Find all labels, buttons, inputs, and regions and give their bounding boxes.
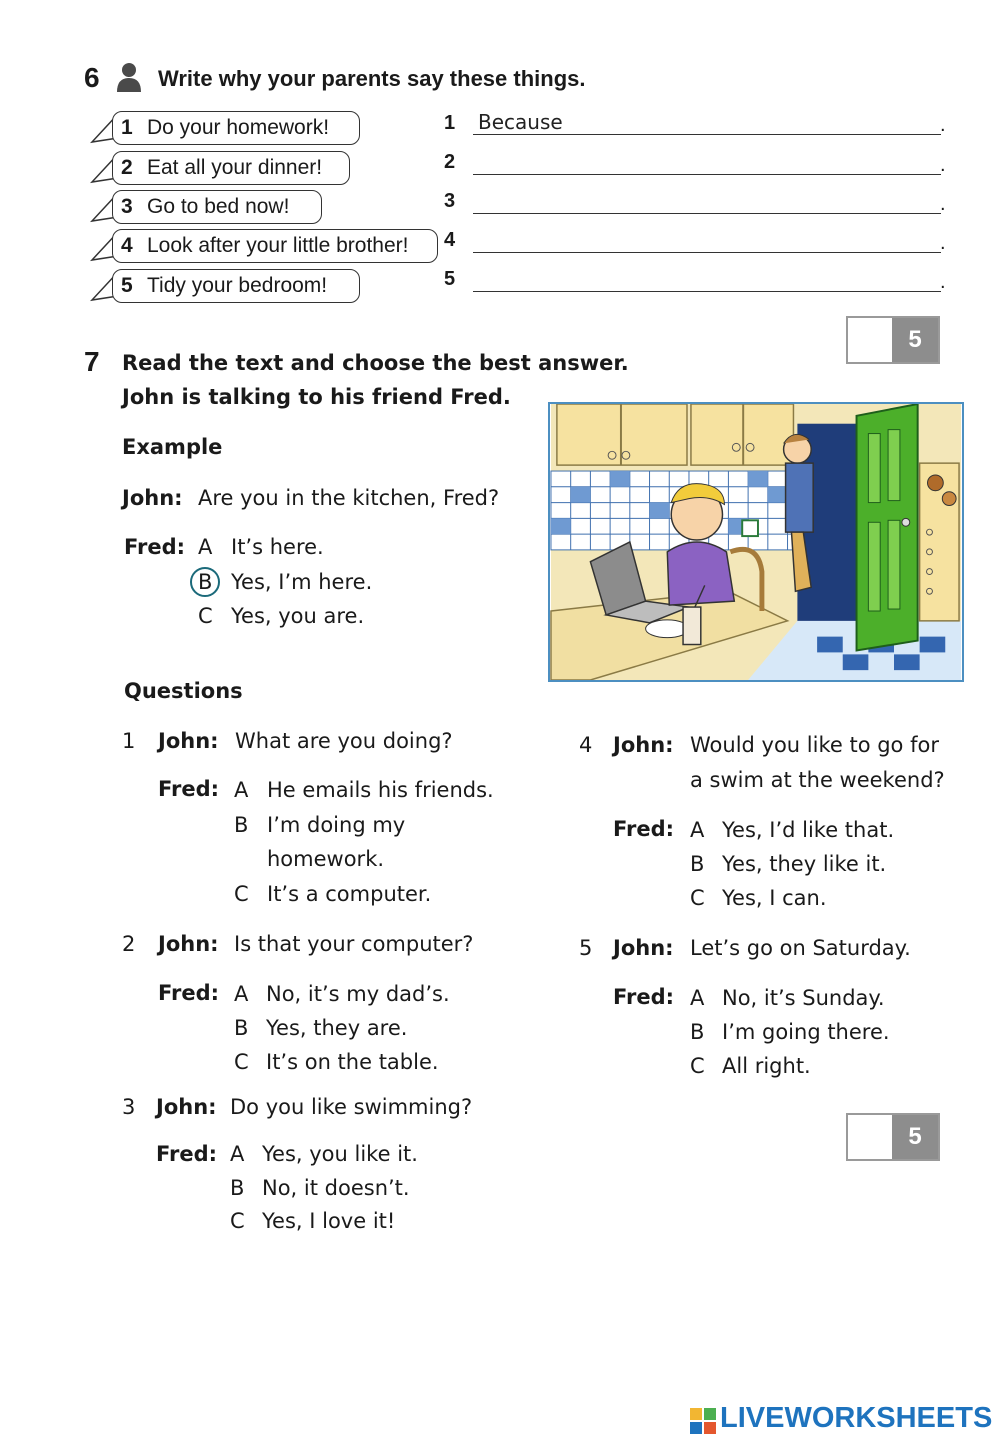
answer-period: . <box>940 193 946 215</box>
bubble-2: 2 Eat all your dinner! <box>112 151 350 185</box>
q1-option-c-letter[interactable]: C <box>234 882 249 906</box>
example-option-a: It’s here. <box>231 535 324 559</box>
bubble-4: 4 Look after your little brother! <box>112 229 438 263</box>
example-option-c: Yes, you are. <box>231 604 365 628</box>
answer-period: . <box>940 232 946 254</box>
score-total: 5 <box>892 1115 938 1159</box>
kitchen-illustration <box>548 402 964 682</box>
answer-number-3: 3 <box>444 190 456 212</box>
answer-line-5[interactable] <box>473 291 941 292</box>
exercise-6-title: Write why your parents say these things. <box>158 66 586 91</box>
q1-option-a-letter[interactable]: A <box>234 778 249 802</box>
q1-option-b[interactable]: I’m doing my <box>267 813 406 837</box>
example-option-letter: C <box>198 604 213 628</box>
q4-option-b[interactable]: Yes, they like it. <box>722 852 887 876</box>
q2-option-b[interactable]: Yes, they are. <box>266 1016 408 1040</box>
q3-option-a-letter[interactable]: A <box>230 1142 245 1166</box>
q3-option-c[interactable]: Yes, I love it! <box>262 1209 396 1233</box>
example-fred-label: Fred: <box>124 535 186 559</box>
bubble-1: 1 Do your homework! <box>112 111 360 145</box>
question-3-john-label: John: <box>156 1095 217 1119</box>
question-2-john-label: John: <box>158 932 219 956</box>
question-1-john-label: John: <box>158 729 219 753</box>
q5-option-a[interactable]: No, it’s Sunday. <box>722 986 885 1010</box>
question-3-fred-label: Fred: <box>156 1142 218 1166</box>
q4-option-c[interactable]: Yes, I can. <box>722 886 827 910</box>
q5-option-b[interactable]: I’m going there. <box>722 1020 890 1044</box>
person-icon <box>116 62 142 92</box>
answer-input-1[interactable]: Because <box>478 110 563 134</box>
example-heading: Example <box>122 435 223 459</box>
question-4-fred-label: Fred: <box>613 817 675 841</box>
answer-line-1[interactable] <box>473 134 941 135</box>
question-2-fred-label: Fred: <box>158 981 220 1005</box>
q1-option-b-letter[interactable]: B <box>234 813 249 837</box>
liveworksheets-icon <box>690 1408 716 1434</box>
question-number-5: 5 <box>579 936 593 960</box>
q3-option-c-letter[interactable]: C <box>230 1209 245 1233</box>
bubble-3: 3 Go to bed now! <box>112 190 322 224</box>
q2-option-a[interactable]: No, it’s my dad’s. <box>266 982 450 1006</box>
question-5-text: Let’s go on Saturday. <box>690 936 911 960</box>
score-box-ex7 <box>846 1113 940 1161</box>
question-4-text-line2: a swim at the weekend? <box>690 768 945 792</box>
question-4-john-label: John: <box>613 733 674 757</box>
q5-option-c-letter[interactable]: C <box>690 1054 705 1078</box>
example-question: Are you in the kitchen, Fred? <box>198 486 500 510</box>
q5-option-c[interactable]: All right. <box>722 1054 811 1078</box>
q3-option-b[interactable]: No, it doesn’t. <box>262 1176 410 1200</box>
q2-option-b-letter[interactable]: B <box>234 1016 249 1040</box>
question-5-john-label: John: <box>613 936 674 960</box>
question-number-4: 4 <box>579 733 593 757</box>
liveworksheets-brand: LIVEWORKSHEETS <box>720 1402 993 1434</box>
q4-option-a[interactable]: Yes, I’d like that. <box>722 818 895 842</box>
exercise-7-title: Read the text and choose the best answer. <box>122 351 629 375</box>
answer-period: . <box>940 154 946 176</box>
questions-heading: Questions <box>124 679 243 703</box>
question-3-text: Do you like swimming? <box>230 1095 473 1119</box>
question-number-2: 2 <box>122 932 136 956</box>
q1-option-b-line2[interactable]: homework. <box>267 847 385 871</box>
question-4-text: Would you like to go for <box>690 733 939 757</box>
q1-option-c[interactable]: It’s a computer. <box>267 882 432 906</box>
exercise-7-subtitle: John is talking to his friend Fred. <box>122 385 511 409</box>
answer-number-5: 5 <box>444 268 456 290</box>
question-number-1: 1 <box>122 729 136 753</box>
q1-option-a[interactable]: He emails his friends. <box>267 778 494 802</box>
answer-line-4[interactable] <box>473 252 941 253</box>
question-number-3: 3 <box>122 1095 136 1119</box>
answer-line-3[interactable] <box>473 213 941 214</box>
question-1-fred-label: Fred: <box>158 777 220 801</box>
question-1-text: What are you doing? <box>235 729 453 753</box>
q2-option-c[interactable]: It’s on the table. <box>266 1050 439 1074</box>
example-john-label: John: <box>122 486 183 510</box>
exercise-6-number: 6 <box>84 62 100 93</box>
q4-option-c-letter[interactable]: C <box>690 886 705 910</box>
q5-option-a-letter[interactable]: A <box>690 986 705 1010</box>
answer-number-2: 2 <box>444 151 456 173</box>
q3-option-a[interactable]: Yes, you like it. <box>262 1142 418 1166</box>
q4-option-a-letter[interactable]: A <box>690 818 705 842</box>
q3-option-b-letter[interactable]: B <box>230 1176 245 1200</box>
question-2-text: Is that your computer? <box>234 932 474 956</box>
q4-option-b-letter[interactable]: B <box>690 852 705 876</box>
q2-option-a-letter[interactable]: A <box>234 982 249 1006</box>
example-option-letter: A <box>198 535 213 559</box>
q2-option-c-letter[interactable]: C <box>234 1050 249 1074</box>
answer-number-1: 1 <box>444 112 456 134</box>
question-5-fred-label: Fred: <box>613 985 675 1009</box>
answer-period: . <box>940 114 946 136</box>
answer-number-4: 4 <box>444 229 456 251</box>
example-option-b: Yes, I’m here. <box>231 570 373 594</box>
answer-period: . <box>940 271 946 293</box>
score-total: 5 <box>892 318 938 362</box>
answer-line-2[interactable] <box>473 174 941 175</box>
q5-option-b-letter[interactable]: B <box>690 1020 705 1044</box>
score-box-ex6 <box>846 316 940 364</box>
exercise-7-number: 7 <box>84 346 100 377</box>
example-option-letter: B <box>198 570 213 594</box>
bubble-5: 5 Tidy your bedroom! <box>112 269 360 303</box>
